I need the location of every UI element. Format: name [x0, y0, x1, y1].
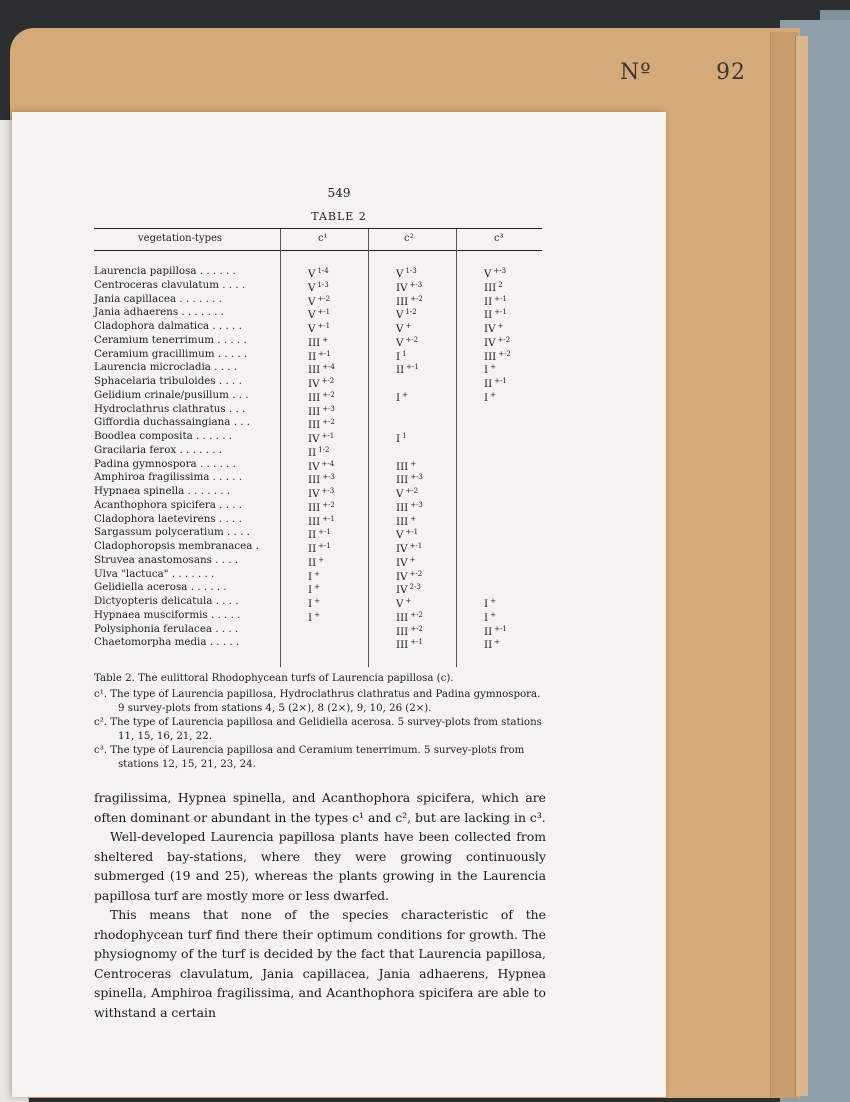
presence-class: II [308, 446, 317, 459]
species-name: Chaetomorpha media . . . . . [94, 636, 240, 649]
cover-range: 1 [402, 432, 407, 440]
table-header-c1: c¹ [318, 233, 328, 244]
folder-number: 92 [716, 60, 746, 85]
cover-range: + [405, 322, 412, 330]
cover-range: +-3 [321, 487, 335, 495]
cover-range: +-2 [410, 624, 423, 633]
table-row [12, 498, 666, 512]
table-header-c3: c³ [494, 233, 504, 244]
cover-range: +-1 [318, 542, 331, 550]
cover-range: +-1 [317, 308, 331, 317]
paragraph: Well-developed Laurencia papillosa plants have been collected from sheltered bay-stations, where they were growing continuously submerged (19 and 25), whereas the plants growing in the Laurencia papillosa turf are mostly more or less dwarfed. [94, 829, 546, 903]
presence-class: II [484, 639, 493, 652]
presence-class: II [308, 529, 317, 542]
presence-class: IV [484, 336, 496, 349]
table-row [12, 388, 666, 402]
species-name: Acanthophora spicifera . . . . [94, 498, 243, 511]
species-name: Amphiroa fragilissima . . . . . [94, 471, 243, 484]
table-row [12, 525, 666, 542]
cover-range: +-3 [493, 267, 507, 275]
table-row [12, 622, 666, 636]
cover-range: +-2 [405, 487, 419, 495]
cover-range: +-1 [409, 542, 423, 550]
table-note-c3: c³. The type of Laurencia papillosa and Ceramium tenerrimum. 5 survey-plots from stations 12, 15, 21, 23, 24. [94, 745, 525, 770]
cover-range: +-1 [405, 528, 419, 537]
cover-range: + [314, 610, 320, 619]
species-name: Hypnaea spinella . . . . . . . [94, 485, 231, 497]
table-row [12, 292, 666, 306]
cover-range: +-1 [318, 528, 331, 537]
presence-class: I [308, 598, 313, 610]
cover-range: +-3 [410, 500, 423, 509]
presence-class: V [308, 268, 316, 280]
presence-class: III [308, 336, 321, 349]
table-caption: Table 2. The eulittoral Rhodophycean turfs of Laurencia papillosa (c). [94, 673, 454, 684]
cover-range: +-3 [410, 473, 423, 482]
table-row [12, 374, 666, 388]
table-row [12, 567, 666, 581]
species-name: Laurencia microcladia . . . . [94, 361, 238, 374]
species-name: Polysiphonia ferulacea . . . . [94, 622, 239, 635]
presence-class: II [308, 543, 317, 555]
cell-c2 [396, 635, 423, 652]
cover-range: 2-3 [409, 583, 421, 592]
presence-class: IV [396, 281, 408, 294]
body-text [94, 788, 546, 1022]
presence-class: V [308, 309, 316, 322]
table-row [12, 319, 666, 333]
presence-class: V [396, 529, 404, 542]
presence-class: II [484, 295, 493, 308]
table-row [12, 305, 666, 322]
cover-range: +-2 [498, 349, 511, 358]
presence-class: I [484, 391, 489, 404]
presence-class: IV [308, 433, 320, 445]
presence-class: I [396, 433, 401, 445]
cover-range: + [410, 514, 417, 523]
table-header-rule [94, 250, 542, 251]
cover-range: + [410, 459, 417, 468]
presence-class: II [484, 309, 493, 322]
cover-range: +-1 [494, 294, 507, 303]
presence-class: V [396, 268, 404, 280]
cover-range: 1-4 [317, 267, 329, 275]
presence-class: IV [484, 323, 496, 335]
cover-range: +-2 [410, 610, 423, 619]
species-name: Ceramium gracillimum . . . . . [94, 347, 248, 360]
cover-range: +-1 [406, 363, 419, 372]
presence-class: III [308, 391, 321, 404]
table-row [12, 264, 666, 278]
cover-range: +-1 [410, 638, 423, 647]
presence-class: V [396, 488, 404, 500]
table-note-c1: c¹. The type of Laurencia papillosa, Hydroclathrus clathratus and Padina gymnospora. 9 survey-plots from stations 4, 5 (2×), 8 (2×), 9, 10, 26 (2×). [94, 689, 541, 714]
presence-class: II [308, 556, 317, 569]
cover-range: +-2 [409, 569, 423, 578]
presence-class: III [308, 501, 321, 514]
species-name: Jania adhaerens . . . . . . . [94, 306, 224, 319]
table-top-rule [94, 228, 542, 229]
presence-class: I [308, 611, 313, 624]
species-name: Jania capillacea . . . . . . . [94, 292, 222, 305]
cover-range: 2 [498, 280, 503, 289]
presence-class: III [396, 639, 409, 652]
table-row [12, 278, 666, 292]
presence-class: I [396, 391, 401, 404]
presence-class: III [396, 460, 409, 473]
cover-range: +-3 [322, 473, 335, 482]
presence-class: IV [308, 378, 320, 390]
cover-range: + [405, 597, 412, 605]
presence-class: I [484, 598, 489, 610]
presence-class: II [308, 350, 317, 363]
cover-range: + [318, 555, 325, 564]
cover-range: + [494, 638, 501, 647]
cover-range: 1-2 [318, 445, 330, 454]
table-header-c2: c² [404, 233, 414, 244]
species-name: Gracilaria ferox . . . . . . . [94, 443, 223, 456]
presence-class: III [396, 474, 409, 487]
page-number: 549 [327, 186, 351, 200]
species-name: Cladophora laetevirens . . . . [94, 512, 242, 525]
paragraph: fragilissima, Hypnea spinella, and Acanthophora spicifera, which are often dominant or abundant in the types c¹ and c², but are lacking in c³. [94, 790, 546, 825]
cover-range: 1-3 [317, 280, 329, 289]
species-name: Boodlea composita . . . . . . [94, 430, 233, 442]
cell-c3 [484, 635, 500, 652]
cover-range: + [314, 597, 320, 605]
species-name: Gelidiella acerosa . . . . . . [94, 581, 227, 594]
cover-range: +-2 [322, 500, 335, 509]
presence-class: IV [396, 556, 408, 569]
presence-class: IV [308, 460, 320, 473]
presence-class: III [484, 350, 497, 363]
presence-class: III [308, 474, 321, 487]
presence-class: V [484, 268, 492, 280]
species-name: Cladophoropsis membranacea . [94, 540, 259, 552]
cover-range: +-2 [322, 418, 335, 427]
cover-range: 1-3 [405, 267, 417, 275]
presence-class: I [484, 364, 489, 377]
presence-class: I [484, 611, 489, 624]
cover-range: + [490, 597, 496, 605]
table-row [12, 347, 666, 361]
presence-class: I [308, 584, 313, 597]
presence-class: III [396, 501, 409, 514]
presence-class: III [308, 419, 321, 432]
presence-class: V [308, 323, 316, 335]
cover-range: +-4 [321, 459, 335, 468]
table-note-c2: c². The type of Laurencia papillosa and Gelidiella acerosa. 5 survey-plots from stations 11, 15, 16, 21, 22. [94, 717, 542, 742]
cover-range: +-1 [322, 514, 335, 523]
presence-class: IV [396, 570, 408, 583]
species-name: Sargassum polyceratium . . . . [94, 526, 250, 539]
species-name: Dictyopteris delicatula . . . . [94, 595, 239, 607]
cover-range: + [314, 569, 320, 578]
cover-range: + [322, 335, 329, 344]
table-row [12, 429, 666, 443]
presence-class: I [308, 570, 313, 583]
table-row [12, 635, 666, 652]
presence-class: II [484, 625, 493, 638]
presence-class: II [396, 364, 405, 377]
cover-range: + [497, 322, 504, 330]
presence-class: V [308, 295, 316, 308]
presence-class: V [396, 336, 404, 349]
table-row [12, 443, 666, 457]
table-title: TABLE 2 [311, 210, 367, 223]
table-row [12, 402, 666, 416]
folder-pages-edge-2 [795, 36, 808, 1096]
table-row [12, 457, 666, 471]
presence-class: III [308, 515, 321, 528]
cover-range: +-2 [497, 335, 511, 344]
presence-class: V [396, 598, 404, 610]
table-row [12, 539, 666, 553]
presence-class: III [484, 281, 497, 294]
species-name: Gelidium crinale/pusillum . . . [94, 388, 249, 401]
table-row [12, 360, 666, 377]
cover-range: +-2 [405, 335, 419, 344]
species-name: Laurencia papillosa . . . . . . [94, 265, 236, 277]
cover-range: +-1 [494, 377, 507, 385]
species-name: Hypnaea musciformis . . . . . [94, 608, 241, 621]
table-header-species: vegetation-types [138, 233, 223, 244]
presence-class: IV [308, 488, 320, 500]
cover-range: +-1 [318, 349, 331, 358]
presence-class: IV [396, 584, 408, 597]
cover-range: +-1 [494, 308, 507, 317]
paragraph: This means that none of the species characteristic of the rhodophycean turf find there their optimum conditions for growth. The physiognomy of the turf is decided by the fact that Laurencia papillosa, Centroceras clavulatum, Jania capillacea, Jania adhaerens, Hypnea spinella, Amphiroa fragilissima, and Acanthophora spicifera are able to withstand a certain [94, 907, 546, 1020]
species-name: Giffordia duchassaingiana . . . [94, 416, 251, 429]
cover-range: 1-2 [405, 308, 417, 317]
cover-range: + [314, 583, 320, 592]
cover-range: +-2 [317, 294, 331, 303]
folder-number-label: Nº [620, 60, 652, 85]
cover-range: +-4 [322, 363, 335, 372]
species-name: Ceramium tenerrimum . . . . . [94, 333, 247, 346]
cover-range: + [402, 390, 408, 399]
cover-range: 1 [402, 349, 407, 358]
species-name: Padina gymnospora . . . . . . [94, 457, 236, 470]
presence-class: V [308, 281, 316, 294]
presence-class: III [308, 405, 321, 418]
table-row [12, 512, 666, 526]
cover-range: + [409, 555, 416, 564]
presence-class: V [396, 309, 404, 322]
species-name: Hydroclathrus clathratus . . . [94, 402, 246, 415]
table-row [12, 415, 666, 432]
presence-class: III [396, 611, 409, 624]
cover-range: +-1 [494, 624, 507, 633]
table-row [12, 333, 666, 347]
presence-class: V [396, 323, 404, 335]
species-name: Cladophora dalmatica . . . . . [94, 320, 242, 332]
cover-range: +-3 [409, 280, 423, 289]
cover-range: +-2 [321, 377, 335, 385]
presence-class: III [396, 515, 409, 528]
presence-class: I [396, 350, 401, 363]
table-row [12, 594, 666, 608]
cover-range: +-1 [321, 432, 335, 440]
table-row [12, 470, 666, 487]
cover-range: + [490, 610, 496, 619]
species-name: Centroceras clavulatum . . . . [94, 278, 246, 291]
presence-class: II [484, 378, 493, 390]
cover-range: +-2 [410, 294, 423, 303]
species-name: Ulva "lactuca" . . . . . . . [94, 567, 215, 580]
document-page [12, 112, 666, 1097]
species-name: Struvea anastomosans . . . . [94, 553, 239, 566]
presence-class: IV [396, 543, 408, 555]
cover-range: +-1 [317, 322, 331, 330]
species-name: Sphacelaria tribuloides . . . . [94, 375, 242, 387]
presence-class: III [308, 364, 321, 377]
cover-range: + [490, 363, 496, 372]
cover-range: + [490, 390, 496, 399]
presence-class: III [396, 625, 409, 638]
presence-class: III [396, 295, 409, 308]
cover-range: +-2 [322, 390, 335, 399]
table-row [12, 553, 666, 567]
table-row [12, 608, 666, 622]
cover-range: +-3 [322, 404, 335, 413]
table-row [12, 484, 666, 498]
table-row [12, 580, 666, 597]
